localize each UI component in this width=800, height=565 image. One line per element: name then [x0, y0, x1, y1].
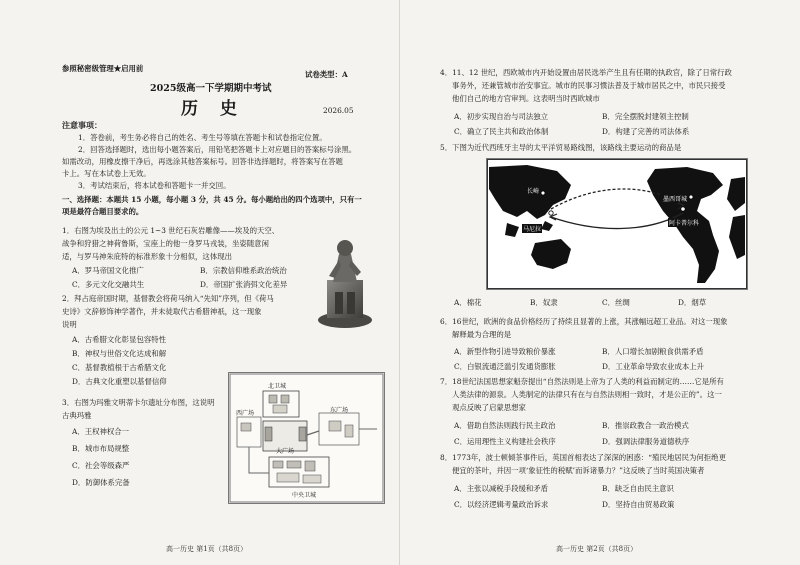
map-label-acapulco: 阿卡普尔科 — [669, 220, 700, 227]
q5-stem: 5．下图为近代西班牙主导的太平洋贸易路线图，该路线主要运动的商品是 — [440, 143, 682, 152]
map-label-central-acropolis: 中央卫城 — [292, 492, 317, 499]
note-2b: 如需改动，用橡皮擦干净后，再选涂其他答案标号。回答非选择题时，将答案写在答题 — [62, 157, 343, 166]
page-2-footer: 高一历史 第2页（共8页） — [556, 545, 638, 553]
page-1-footer: 高一历史 第1页（共8页） — [166, 545, 248, 553]
q8-option-d[interactable]: D．坚持自由贸易政策 — [602, 500, 675, 509]
q1-option-b[interactable]: B．宗教信仰维系政治统治 — [200, 266, 287, 275]
exam-title: 2025级高一下学期期中考试 — [150, 83, 272, 94]
q3-option-a[interactable]: A．王权神权合一 — [72, 427, 130, 436]
tikal-site-map — [228, 372, 385, 504]
q6-option-c[interactable]: C．白银流通泛滥引发通货膨胀 — [454, 362, 556, 371]
q1-option-c[interactable]: C．多元文化交融共生 — [72, 280, 145, 289]
q7-option-d[interactable]: D．强调法律服务道德秩序 — [602, 437, 690, 446]
q7-stem-3: 观点反映了启蒙思想家 — [452, 403, 526, 412]
paper-type: 试卷类型：A — [305, 70, 348, 79]
q8-option-c[interactable]: C．以经济逻辑考量政治诉求 — [454, 500, 549, 509]
section-1-instruction: 一、选择题：本题共 15 小题，每小题 3 分，共 45 分。每小题给出的四个选项中，只有一 — [62, 195, 362, 204]
secret-level: 参照秘密级管理★启用前 — [62, 64, 144, 73]
q8-option-a[interactable]: A．主张以减税手段缓和矛盾 — [454, 484, 549, 493]
q8-stem-1: 8．1773年，波士顿倾茶事件后，英国首相表达了深深的困惑：“殖民地居民为何拒绝更 — [440, 453, 726, 462]
note-3: 3．考试结束后，将本试卷和答题卡一并交回。 — [78, 181, 231, 190]
q2-option-a[interactable]: A．古希腊文化彰显包容特性 — [72, 335, 167, 344]
exam-date: 2026.05 — [323, 106, 354, 115]
map-label-grand-plaza: 大广场 — [276, 448, 295, 455]
q8-option-b[interactable]: B．缺乏自由民主意识 — [602, 484, 674, 493]
map-label-west-plaza: 西广场 — [236, 410, 255, 417]
q7-option-a[interactable]: A．借助自然法则践行民主政治 — [454, 421, 556, 430]
q4-option-b[interactable]: B．完全摆脱封建领主控制 — [602, 112, 689, 121]
page-2 — [400, 0, 800, 565]
q1-stem-3: 适，与罗马神朱庇特的标准形象十分相似，这体现出 — [62, 252, 232, 261]
q5-option-b[interactable]: B．奴隶 — [530, 298, 558, 307]
q4-stem-2: 事务外，还兼管城市治安事宜。城市的民事习惯法普及于城市居民之中，市民只接受 — [452, 81, 726, 90]
map-label-nagasaki: 长崎 — [527, 188, 540, 195]
map-label-manila: 马尼拉 — [523, 226, 542, 233]
q4-option-d[interactable]: D．构建了完善的司法体系 — [602, 127, 690, 136]
q5-option-a[interactable]: A．棉花 — [454, 298, 482, 307]
q3-option-d[interactable]: D．防御体系完备 — [72, 478, 130, 487]
q2-option-c[interactable]: C．基督教植根于古希腊文化 — [72, 363, 167, 372]
q4-stem-1: 4．11、12 世纪，西欧城市内开始设置由居民选举产生且有任期的执政官，除了日常行政 — [440, 68, 732, 77]
q2-option-d[interactable]: D．古典文化重塑以基督信仰 — [72, 377, 167, 386]
q7-stem-1: 7．18世纪法国思想家魁奈提出“自然法则是上帝为了人类的利益而制定的……它是所有 — [440, 377, 724, 386]
q4-option-a[interactable]: A．初步实现自治与司法独立 — [454, 112, 549, 121]
q6-stem-2: 解释最为合理的是 — [452, 330, 512, 339]
q1-option-a[interactable]: A．罗马帝国文化推广 — [72, 266, 144, 275]
q7-option-b[interactable]: B．推崇政教合一政治模式 — [602, 421, 689, 430]
map-label-north-acropolis: 北卫城 — [268, 383, 287, 390]
horus-statue-image — [315, 234, 375, 330]
q2-stem-1: 2．拜占庭帝国时期，基督教会将荷马纳入“先知”序列，但《荷马 — [62, 294, 274, 303]
map-label-east-plaza: 东广场 — [330, 407, 349, 414]
map-label-mexico-city: 墨西哥城 — [663, 196, 688, 203]
q3-stem-2: 古典玛雅 — [62, 411, 92, 420]
q6-option-d[interactable]: D．工业革命导致农业成本上升 — [602, 362, 705, 371]
q4-option-c[interactable]: C．确立了民主共和政治体制 — [454, 127, 549, 136]
q4-stem-3: 他们自己的地方官审判。这表明当时西欧城市 — [452, 94, 600, 103]
q1-option-d[interactable]: D．帝国扩张消弭文化差异 — [200, 280, 288, 289]
q1-stem-2: 战争和狩猎之神荷鲁斯，宝座上的他一身罗马戎装，坐姿随意闲 — [62, 239, 269, 248]
q5-option-d[interactable]: D．烟草 — [678, 298, 707, 307]
q1-stem-1: 1．右图为埃及出土的公元 1~3 世纪石灰岩雕像——埃及的天空、 — [62, 226, 280, 235]
q3-stem-1: 3．右图为玛雅文明蒂卡尔遗址分布图，这说明 — [62, 398, 215, 407]
q3-option-c[interactable]: C．社会等级森严 — [72, 461, 130, 470]
q2-stem-3: 说明 — [62, 320, 77, 329]
q2-stem-2: 史诗》文辞修饰神学著作，并未徒取代古希腊神祇，这一现象 — [62, 307, 262, 316]
q2-option-b[interactable]: B．神权与世俗文化达成和解 — [72, 349, 167, 358]
q8-stem-2: 便宜的茶叶，并因一项‘象征性的税赋’而诉诸暴力？”这反映了当时英国决策者 — [452, 466, 705, 475]
note-2a: 2．回答选择题时，选出每小题答案后，用铅笔把答题卡上对应题目的答案标号涂黑。 — [78, 145, 357, 154]
note-2c: 卡上。写在本试卷上无效。 — [62, 169, 151, 178]
note-1: 1．答卷前，考生务必将自己的姓名、考生号等填在答题卡和试卷指定位置。 — [78, 133, 327, 142]
subject-title: 历 史 — [181, 99, 245, 119]
q5-option-c[interactable]: C．丝绸 — [602, 298, 630, 307]
q3-option-b[interactable]: B．城市布局规整 — [72, 444, 130, 453]
q6-option-a[interactable]: A．新型作物引进导致粮价暴涨 — [454, 347, 556, 356]
q6-stem-1: 6．16世纪，欧洲的食品价格经历了持续且显著的上涨，其涨幅远超工业品。对这一现象 — [440, 317, 728, 326]
section-1-instruction-2: 项是最符合题目要求的。 — [62, 207, 144, 216]
notes-title: 注意事项： — [62, 120, 102, 130]
q7-option-c[interactable]: C．运用理性主义构建社会秩序 — [454, 437, 556, 446]
q6-option-b[interactable]: B．人口增长加剧粮食供需矛盾 — [602, 347, 704, 356]
q7-stem-2: 人类法律的源泉。人类制定的法律只有在与自然法则相一致时，才是公正的”。这一 — [452, 390, 722, 399]
